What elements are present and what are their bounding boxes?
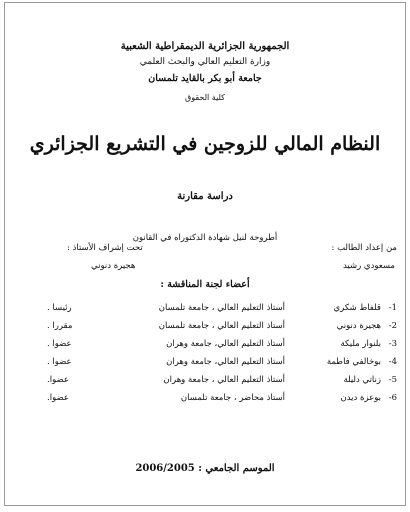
committee-member-row — [11, 375, 397, 389]
member-name: بوعزة ديدن — [340, 393, 381, 403]
member-name: بوخالفي فاطمة — [326, 357, 381, 367]
member-name: هجيرة دنوني — [336, 321, 381, 331]
member-number: 6- — [388, 393, 397, 403]
prepared-by-label: من إعداد الطالب : — [331, 243, 397, 253]
member-affiliation: أستاذ التعليم العالي ، جامعة تلمسان — [158, 303, 285, 313]
committee-member-row — [11, 303, 397, 317]
member-role: عضوا. — [47, 393, 69, 403]
member-role: عضوا . — [47, 357, 72, 367]
committee-title: أعضاء لجنة المناقشة : — [160, 279, 250, 290]
ministry-header: وزارة التعليم العالي والبحث العلمي — [139, 57, 271, 67]
member-number: 4- — [388, 357, 397, 367]
member-role: رئيسا . — [47, 303, 72, 313]
committee-member-row — [11, 321, 397, 335]
committee-member-row — [11, 357, 397, 371]
supervisor-label: تحت إشراف الأستاذ : — [67, 243, 143, 253]
member-number: 3- — [388, 339, 397, 349]
member-number: 5- — [388, 375, 397, 385]
member-affiliation: أستاذ التعليم العالي، جامعة وهران — [166, 357, 285, 367]
member-number: 2- — [388, 321, 397, 331]
faculty-header: كلية الحقوق — [185, 93, 225, 102]
member-number: 1- — [388, 303, 397, 313]
member-affiliation: أستاذ محاضر ، جامعة تلمسان — [180, 393, 285, 403]
thesis-title: النظام المالي للزوجين في التشريع الجزائري — [29, 133, 381, 155]
committee-member-row — [11, 393, 397, 407]
supervisor-name: هجيرة دنوني — [91, 261, 136, 271]
committee-member-row — [11, 339, 397, 353]
member-role: مقررا . — [47, 321, 73, 331]
university-header: جامعة أبو بكر بالقايد تلمسان — [148, 73, 262, 84]
republic-header: الجمهورية الجزائرية الديمقراطية الشعبية — [120, 41, 290, 52]
member-affiliation: أستاذ التعليم العالي ، جامعة تلمسان — [158, 321, 285, 331]
member-role: عضوا . — [47, 339, 72, 349]
member-affiliation: أستاذ التعليم العالي ، جامعة وهران — [163, 375, 285, 385]
member-role: عضوا. — [47, 375, 69, 385]
member-name: قلفاط شكري — [333, 303, 381, 313]
member-name: بلنوار مليكة — [340, 339, 381, 349]
academic-year: الموسم الجامعي : 2006/2005 — [135, 463, 275, 474]
student-name: مسعودي رشيد — [342, 261, 395, 271]
thesis-subtitle: دراسة مقارنة — [177, 191, 233, 202]
document-page — [4, 2, 406, 506]
member-affiliation: أستاذ التعليم العالي، جامعة وهران — [166, 339, 285, 349]
member-name: زناتي دليلة — [343, 375, 381, 385]
thesis-purpose: أطروحة لنيل شهادة الدكتوراه في القانون — [132, 233, 278, 243]
